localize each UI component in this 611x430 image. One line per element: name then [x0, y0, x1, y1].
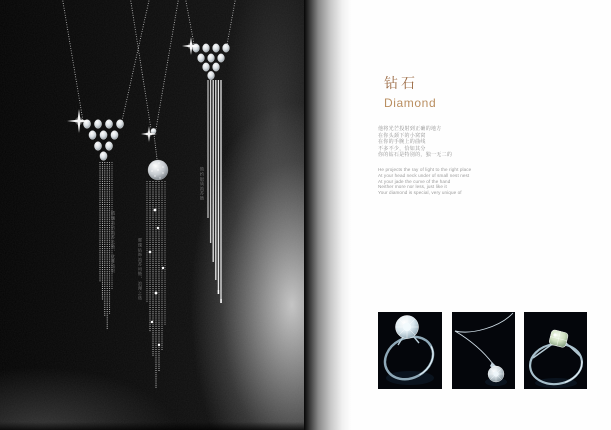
intro-en-line: At your jade the curve of the hand	[378, 178, 451, 184]
intro-paragraph-chinese	[378, 126, 452, 159]
intro-cn-line: 在你头颈下的小窝窝	[378, 132, 426, 139]
sparkle-icon	[67, 109, 91, 133]
intro-paragraph-english	[378, 167, 471, 196]
book-spine-gradient	[304, 0, 352, 430]
section-title-block	[384, 73, 436, 110]
sparkle-icon	[141, 126, 157, 142]
intro-en-line: Your diamond is special, very unique of	[378, 190, 462, 196]
intro-cn-line: 你的钻石是特别的，独一无二的	[378, 152, 453, 159]
thumbnail-diamond-pendant-necklace	[452, 312, 515, 389]
necklace-1-caption: 精镶美钻流苏长链，优雅纯银	[111, 211, 116, 274]
intro-en-line: Neither more nor less, just like it	[378, 184, 447, 190]
left-page	[0, 0, 304, 430]
necklace-3-bar-drop	[182, 0, 236, 303]
necklaces-photo	[0, 0, 304, 430]
intro-cn-line: 他将光芒投射到正确的地方	[378, 126, 442, 132]
page-bottom-shadow	[0, 422, 304, 430]
intro-cn-line: 不多不少，恰如其分	[378, 145, 426, 152]
necklace-2-sphere-tassel	[130, 0, 179, 388]
section-title-english: Diamond	[384, 96, 437, 110]
thumbnail-diamond-solitaire-ring	[378, 312, 442, 389]
intro-en-line: At your head neck under of small nest nest	[378, 172, 470, 178]
section-title-chinese: 钻石	[384, 75, 418, 91]
intro-en-line: He projects the ray of light to the right place	[378, 167, 472, 172]
necklace-2-caption: 璀璨钻饰流苏项链，浪漫之选	[138, 238, 143, 301]
intro-cn-line: 在你的手腕上的曲线	[378, 139, 426, 146]
sparkle-icon	[182, 37, 200, 55]
thumbnail-diamond-ring	[524, 312, 587, 389]
necklace-3-caption: 简约银质流苏链	[200, 167, 205, 201]
necklace-1-tassel-pendant	[62, 0, 150, 330]
